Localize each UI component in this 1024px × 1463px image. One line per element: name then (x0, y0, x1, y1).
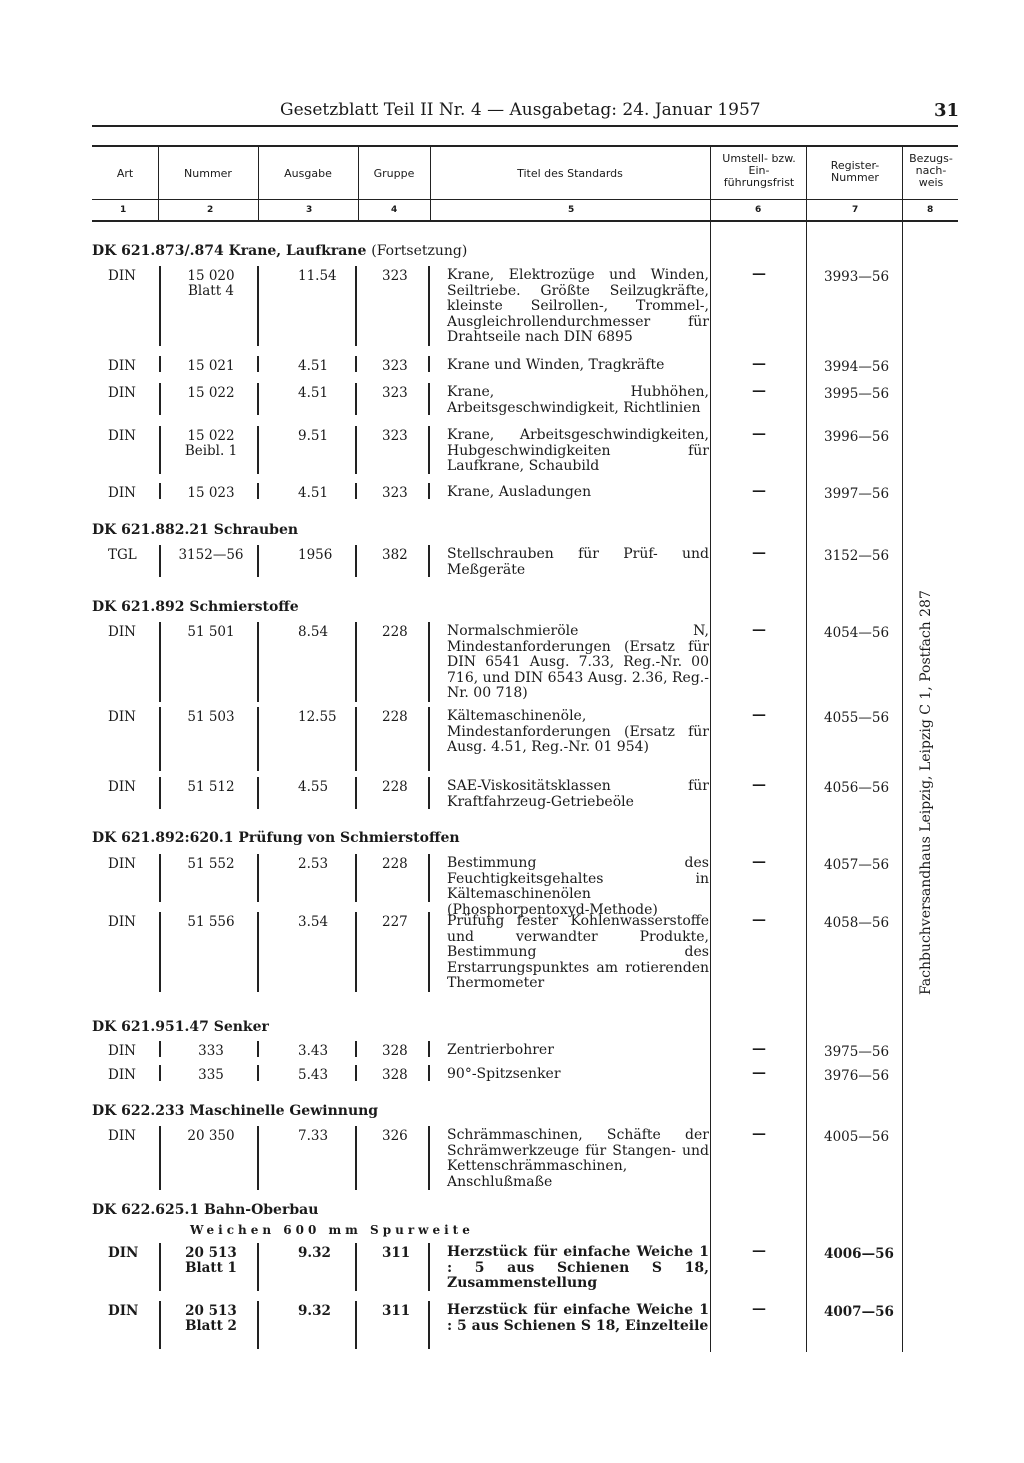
row-separator-bar (428, 1065, 430, 1081)
row-frist: — (752, 707, 766, 723)
row-separator-bar (159, 1065, 161, 1081)
section-heading: DK 621.951.47 Senker (92, 1019, 269, 1035)
row-separator-bar (355, 912, 357, 992)
row-register: 3997—56 (824, 486, 890, 502)
row-register: 4057—56 (824, 857, 890, 873)
colhead-frist: Umstell- bzw. Ein- führungsfrist (722, 152, 796, 189)
row-register: 4055—56 (824, 710, 890, 726)
row-separator-bar (257, 777, 259, 809)
row-frist: — (752, 383, 766, 399)
row-separator-bar (428, 777, 430, 809)
row-titel: Normalschmieröle N, Mindestanforderungen (Ersatz für DIN 6541 Ausg. 7.33, Reg.-Nr. 00 716, und DIN 6543 Ausg. 2.36, Reg.-Nr. 00 718) (447, 623, 709, 701)
side-note: Fachbuchversandhaus Leipzig, Leipzig C 1, Postfach 287 (918, 590, 934, 995)
page-header-title: Gesetzblatt Teil II Nr. 4 — Ausgabetag: 24. Januar 1957 (280, 100, 761, 120)
row-separator-bar (159, 545, 161, 577)
row-ausgabe: 3.54 (298, 914, 329, 930)
row-ausgabe: 4.55 (298, 779, 329, 795)
row-ausgabe: 9.51 (298, 428, 329, 444)
section-heading: DK 622.625.1 Bahn-Oberbau (92, 1202, 319, 1218)
section-heading: DK 621.892:620.1 Prüfung von Schmierstoffen (92, 830, 460, 846)
row-ausgabe: 12.55 (298, 709, 337, 725)
row-ausgabe: 2.53 (298, 856, 329, 872)
row-frist: — (752, 483, 766, 499)
row-separator-bar (428, 854, 430, 902)
row-separator-bar (428, 545, 430, 577)
row-art: DIN (108, 385, 136, 401)
row-separator-bar (355, 854, 357, 902)
row-separator-bar (159, 266, 161, 346)
colnum: 5 (568, 205, 575, 215)
row-nummer-suffix: Beibl. 1 (184, 443, 238, 459)
row-separator-bar (257, 1041, 259, 1057)
table-header-mid-rule (92, 199, 958, 200)
row-separator-bar (257, 356, 259, 372)
colnum: 8 (927, 205, 934, 215)
row-art: DIN (108, 428, 136, 444)
row-art: DIN (108, 624, 136, 640)
row-separator-bar (257, 383, 259, 415)
row-gruppe: 228 (382, 709, 408, 725)
row-register: 4058—56 (824, 915, 890, 931)
row-register: 4005—56 (824, 1129, 890, 1145)
row-nummer: 20 513 (185, 1245, 237, 1261)
row-frist: — (752, 622, 766, 638)
row-art: DIN (108, 856, 136, 872)
row-gruppe: 228 (382, 779, 408, 795)
colnum: 1 (120, 205, 127, 215)
row-separator-bar (257, 1126, 259, 1190)
row-gruppe: 323 (382, 428, 408, 444)
row-art: DIN (108, 485, 136, 501)
row-separator-bar (428, 483, 430, 499)
row-gruppe: 227 (382, 914, 408, 930)
section-heading: DK 622.233 Maschinelle Gewinnung (92, 1103, 379, 1119)
row-separator-bar (355, 777, 357, 809)
colhead-ausgabe: Ausgabe (284, 167, 332, 180)
row-nummer: 51 552 (187, 856, 235, 872)
row-separator-bar (159, 1243, 161, 1291)
row-register: 3995—56 (824, 386, 890, 402)
row-frist: — (752, 1243, 766, 1259)
row-ausgabe: 4.51 (298, 358, 329, 374)
row-ausgabe: 8.54 (298, 624, 329, 640)
row-art: DIN (108, 1245, 139, 1261)
row-titel: Krane und Winden, Tragkräfte (447, 357, 665, 373)
row-art: DIN (108, 709, 136, 725)
row-separator-bar (159, 356, 161, 372)
row-art: DIN (108, 1303, 139, 1319)
row-ausgabe: 1956 (298, 547, 333, 563)
row-art: DIN (108, 914, 136, 930)
row-separator-bar (355, 1301, 357, 1349)
row-gruppe: 323 (382, 485, 408, 501)
row-nummer: 51 503 (187, 709, 235, 725)
row-separator-bar (428, 707, 430, 771)
row-separator-bar (159, 1301, 161, 1349)
row-nummer: 15 020 (187, 268, 235, 284)
row-ausgabe: 4.51 (298, 385, 329, 401)
colhead-art: Art (116, 167, 134, 180)
row-separator-bar (428, 426, 430, 474)
row-frist: — (752, 854, 766, 870)
row-separator-bar (159, 1126, 161, 1190)
row-separator-bar (355, 266, 357, 346)
row-titel: Krane, Arbeitsgeschwindigkeiten, Hubgeschwindigkeiten für Laufkrane, Schaubild (447, 427, 709, 474)
section-heading: DK 621.882.21 Schrauben (92, 522, 299, 538)
row-nummer: 51 501 (187, 624, 235, 640)
row-separator-bar (257, 1243, 259, 1291)
row-nummer: 333 (198, 1043, 224, 1059)
row-art: DIN (108, 358, 136, 374)
row-separator-bar (159, 483, 161, 499)
row-separator-bar (159, 383, 161, 415)
colnum: 6 (755, 205, 762, 215)
row-separator-bar (257, 707, 259, 771)
row-separator-bar (355, 1243, 357, 1291)
row-frist: — (752, 356, 766, 372)
row-art: DIN (108, 268, 136, 284)
row-separator-bar (355, 707, 357, 771)
row-separator-bar (159, 707, 161, 771)
row-register: 3152—56 (824, 548, 890, 564)
row-separator-bar (257, 912, 259, 992)
row-art: DIN (108, 1067, 136, 1083)
colhead-titel: Titel des Standards (517, 167, 623, 180)
col-sep-body (902, 222, 903, 1352)
header-rule (92, 125, 958, 127)
row-register: 4007—56 (824, 1304, 894, 1320)
row-gruppe: 311 (382, 1245, 411, 1261)
row-nummer: 15 023 (187, 485, 235, 501)
row-nummer-suffix: Blatt 4 (187, 283, 235, 299)
row-separator-bar (355, 545, 357, 577)
row-titel: Krane, Hubhöhen, Arbeitsgeschwindigkeit, Richtlinien (447, 384, 709, 416)
row-separator-bar (159, 622, 161, 702)
col-sep (430, 147, 431, 220)
row-titel: Zentrierbohrer (447, 1042, 554, 1058)
row-separator-bar (355, 483, 357, 499)
colhead-nummer: Nummer (184, 167, 232, 180)
subsection-heading: Weichen 600 mm Spurweite (190, 1223, 474, 1237)
row-separator-bar (355, 1065, 357, 1081)
row-titel: 90°-Spitzsenker (447, 1066, 561, 1082)
row-titel: Schrämmaschinen, Schäfte der Schrämwerkzeuge für Stangen- und Kettenschrämmaschinen, Anschlußmaße (447, 1127, 709, 1190)
row-gruppe: 328 (382, 1067, 408, 1083)
col-sep-body (806, 222, 807, 1352)
row-titel: Krane, Elektrozüge und Winden, Seiltriebe. Größte Seilzugkräfte, kleinste Seilrollen-, Trommel-, Ausgleichrollendurchmesser für Drahtseile nach DIN 6895 (447, 267, 709, 345)
row-separator-bar (428, 383, 430, 415)
row-titel: Prüfung fester Kohlenwasserstoffe und verwandter Produkte, Bestimmung des Erstarrungspunktes am rotierenden Thermometer (447, 913, 709, 991)
row-gruppe: 323 (382, 268, 408, 284)
row-ausgabe: 4.51 (298, 485, 329, 501)
row-separator-bar (428, 1243, 430, 1291)
row-nummer: 15 021 (187, 358, 235, 374)
colnum: 7 (852, 205, 859, 215)
row-separator-bar (257, 266, 259, 346)
row-frist: — (752, 777, 766, 793)
row-separator-bar (257, 1065, 259, 1081)
row-register: 3994—56 (824, 359, 890, 375)
row-nummer-suffix: Blatt 2 (185, 1318, 237, 1334)
row-art: TGL (108, 547, 137, 563)
row-register: 4054—56 (824, 625, 890, 641)
row-titel: Stellschrauben für Prüf- und Meßgeräte (447, 546, 709, 578)
row-ausgabe: 9.32 (298, 1303, 331, 1319)
row-separator-bar (257, 854, 259, 902)
row-separator-bar (428, 1126, 430, 1190)
col-sep (258, 147, 259, 220)
row-gruppe: 228 (382, 856, 408, 872)
row-frist: — (752, 1126, 766, 1142)
row-titel: Herzstück für einfache Weiche 1 : 5 aus Schienen S 18, Zusammenstellung (447, 1244, 709, 1291)
row-separator-bar (428, 912, 430, 992)
row-separator-bar (159, 777, 161, 809)
row-nummer: 51 556 (187, 914, 235, 930)
colhead-register: Register- Nummer (830, 159, 880, 184)
row-register: 3993—56 (824, 269, 890, 285)
row-art: DIN (108, 779, 136, 795)
row-titel: SAE-Viskositätsklassen für Kraftfahrzeug-Getriebeöle (447, 778, 709, 810)
row-separator-bar (355, 426, 357, 474)
page-number: 31 (934, 100, 960, 121)
row-separator-bar (257, 483, 259, 499)
col-sep (806, 147, 807, 220)
row-separator-bar (159, 426, 161, 474)
row-separator-bar (159, 854, 161, 902)
row-nummer: 20 513 (185, 1303, 237, 1319)
row-gruppe: 311 (382, 1303, 411, 1319)
colhead-gruppe: Gruppe (373, 167, 415, 180)
table-header-bottom-rule (92, 220, 958, 222)
row-gruppe: 326 (382, 1128, 408, 1144)
row-titel: Krane, Ausladungen (447, 484, 592, 500)
row-separator-bar (257, 545, 259, 577)
col-sep (710, 147, 711, 220)
row-register: 4056—56 (824, 780, 890, 796)
row-frist: — (752, 266, 766, 282)
row-separator-bar (355, 1126, 357, 1190)
row-nummer: 20 350 (187, 1128, 235, 1144)
row-frist: — (752, 1301, 766, 1317)
row-separator-bar (428, 1041, 430, 1057)
row-titel: Herzstück für einfache Weiche 1 : 5 aus Schienen S 18, Einzelteile (447, 1302, 709, 1334)
row-separator-bar (428, 266, 430, 346)
colnum: 3 (306, 205, 313, 215)
row-separator-bar (428, 622, 430, 702)
row-frist: — (752, 912, 766, 928)
col-sep (358, 147, 359, 220)
row-ausgabe: 11.54 (298, 268, 337, 284)
row-titel: Bestimmung des Feuchtigkeitsgehaltes in Kältemaschinenölen (Phosphorpentoxyd-Methode) (447, 855, 709, 918)
row-nummer: 3152—56 (178, 547, 244, 563)
row-separator-bar (428, 356, 430, 372)
row-separator-bar (355, 383, 357, 415)
row-nummer: 15 022 (187, 428, 235, 444)
colhead-bezug: Bezugs- nach- weis (909, 152, 953, 189)
row-frist: — (752, 1065, 766, 1081)
table-top-rule (92, 145, 958, 147)
row-gruppe: 323 (382, 385, 408, 401)
row-register: 3976—56 (824, 1068, 890, 1084)
row-ausgabe: 5.43 (298, 1067, 329, 1083)
row-nummer: 51 512 (187, 779, 235, 795)
row-ausgabe: 3.43 (298, 1043, 329, 1059)
row-frist: — (752, 1041, 766, 1057)
row-separator-bar (159, 1041, 161, 1057)
row-separator-bar (355, 356, 357, 372)
row-ausgabe: 9.32 (298, 1245, 331, 1261)
row-register: 3996—56 (824, 429, 890, 445)
row-separator-bar (257, 426, 259, 474)
row-frist: — (752, 426, 766, 442)
row-nummer-suffix: Blatt 1 (185, 1260, 237, 1276)
row-titel: Kältemaschinenöle, Mindestanforderungen (Ersatz für Ausg. 4.51, Reg.-Nr. 01 954) (447, 708, 709, 755)
row-gruppe: 228 (382, 624, 408, 640)
row-separator-bar (257, 622, 259, 702)
row-separator-bar (257, 1301, 259, 1349)
section-heading: DK 621.873/.874 Krane, Laufkrane (Fortsetzung) (92, 243, 468, 259)
row-separator-bar (355, 1041, 357, 1057)
row-gruppe: 328 (382, 1043, 408, 1059)
row-art: DIN (108, 1043, 136, 1059)
row-frist: — (752, 545, 766, 561)
row-gruppe: 382 (382, 547, 408, 563)
col-sep (158, 147, 159, 220)
row-separator-bar (159, 912, 161, 992)
colnum: 2 (207, 205, 214, 215)
row-ausgabe: 7.33 (298, 1128, 329, 1144)
col-sep-body (710, 222, 711, 1352)
row-nummer: 15 022 (187, 385, 235, 401)
row-art: DIN (108, 1128, 136, 1144)
row-register: 4006—56 (824, 1246, 894, 1262)
colnum: 4 (391, 205, 398, 215)
row-register: 3975—56 (824, 1044, 890, 1060)
row-separator-bar (428, 1301, 430, 1349)
section-heading: DK 621.892 Schmierstoffe (92, 599, 299, 615)
row-nummer: 335 (198, 1067, 224, 1083)
row-separator-bar (355, 622, 357, 702)
row-gruppe: 323 (382, 358, 408, 374)
